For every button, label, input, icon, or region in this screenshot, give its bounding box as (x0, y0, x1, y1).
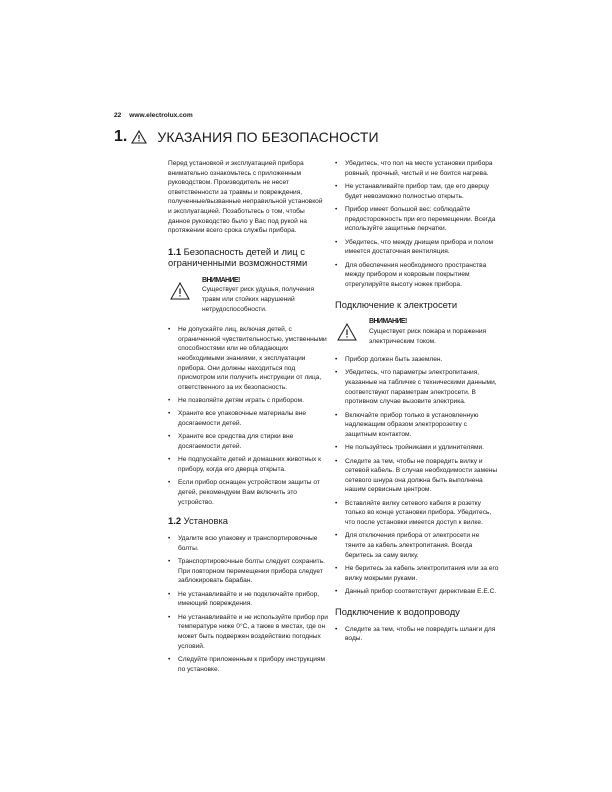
list-item: • Прибор имеет большой вес: соблюдайте предосторожность при его перемещении. Всегда используйте защитные перчатки. (335, 205, 500, 234)
warning-heading: ВНИМАНИЕ! (202, 276, 240, 284)
list-item: • Храните все средства для стирки вне досягаемости детей. (168, 432, 328, 451)
warning-box (168, 276, 328, 314)
list-item: • Не устанавливайте и не используйте прибор при температуре ниже 0°C, а также в местах, где он может быть подвержен воздействию погодных условий. (168, 613, 328, 651)
title-text: УКАЗАНИЯ ПО БЕЗОПАСНОСТИ (157, 129, 379, 145)
list-item: • Транспортировочные болты следует сохранить. При повторном перемещении прибора следует заблокировать барабан. (168, 557, 328, 586)
list-item: • Не беритесь за кабель электропитания или за его вилку мокрыми руками. (335, 564, 500, 583)
list-item: • Если прибор оснащен устройством защиты от детей, рекомендуем Вам включить это устройство. (168, 478, 328, 507)
page-number: 22 (114, 112, 122, 119)
list-item: • Для обеспечения необходимого пространства между прибором и ковровым покрытием отрегулируйте высоту ножек прибора. (335, 261, 500, 290)
section-title: Установка (183, 515, 228, 527)
list-item: • Не подпускайте детей и домашних животных к прибору, когда его дверца открыта. (168, 455, 328, 474)
list-item: • Вставляйте вилку сетевого кабеля в розетку только во конце установки прибора. Убедитесь, что после установки имеется доступ к вилке. (335, 499, 500, 528)
list-item: • Данный прибор соответствует директивам Е.Е.С. (335, 587, 500, 597)
section-heading-child-safety (168, 246, 328, 268)
warning-heading: ВНИМАНИЕ! (369, 318, 407, 326)
list-item: • Удалите всю упаковку и транспортировочные болты. (168, 534, 328, 553)
left-column (168, 159, 328, 678)
page-header (114, 112, 193, 119)
list-item: • Не позволяйте детям играть с прибором. (168, 396, 328, 406)
warning-triangle-icon (170, 282, 190, 300)
list-item: • Храните все упаковочные материалы вне досягаемости детей. (168, 409, 328, 428)
list-item: • Для отключения прибора от электросети не тяните за кабель электропитания. Всегда беритесь за саму вилку. (335, 531, 500, 560)
list-item: • Не допускайте лиц, включая детей, с ограниченной чувствительностью, умственными способностями или не обладающих необходимыми знаниями, к эксплуатации прибора. Они должны находиться под присмотром или получить инструкции от лица, ответственного за их безопасность. (168, 325, 328, 392)
list-item: • Следите за тем, чтобы не повредить вилку и сетевой кабель. В случае необходимости замены сетевого шнура она должна быть выполнена нашим сервисным центром. (335, 457, 500, 495)
list-item: • Не устанавливайте прибор там, где его дверцу будет невозможно полностью открыть. (335, 182, 500, 201)
bullet-list-water (335, 625, 500, 644)
list-item: • Следуйте приложенным к прибору инструкциям по установке. (168, 655, 328, 674)
section-number: 1.2 (168, 515, 182, 527)
bullet-list-child-safety (168, 325, 328, 507)
list-item: • Следите за тем, чтобы не повредить шланги для воды. (335, 625, 500, 644)
bullet-list-installation (168, 534, 328, 674)
list-item: • Прибор должен быть заземлен. (335, 355, 500, 365)
list-item: • Убедитесь, что между днищем прибора и полом имеется достаточная вентиляция. (335, 238, 500, 257)
list-item: • Не пользуйтесь тройниками и удлинителями. (335, 443, 500, 453)
section-heading-installation (168, 515, 328, 526)
bullet-list-electrical (335, 355, 500, 596)
list-item: • Не устанавливайте и не подключайте прибор, имеющий повреждения. (168, 590, 328, 609)
warning-text: Существует риск удушья, получения травм или стойких нарушений нетрудоспособности. (202, 286, 315, 313)
section-heading-water: Подключение к водопроводу (335, 605, 460, 617)
list-item: • Убедитесь, что пол на месте установки прибора ровный, прочный, чистый и не боится нагрева. (335, 159, 500, 178)
list-item: • Включайте прибор только в установленную надлежащим образом электророзетку с защитным контактом. (335, 411, 500, 440)
right-column (335, 159, 500, 648)
page-title (114, 127, 379, 147)
warning-triangle-icon (131, 130, 147, 144)
intro-paragraph: Перед установкой и эксплуатацией прибора внимательно ознакомьтесь с приложенным руководством. Производитель не несет ответственности за травмы и повреждения, полученные/вызванные неправильной установкой и эксплуатацией. Позаботьтесь о том, чтобы данное руководство было у Вас под рукой на протяжении всего срока службы прибора. (168, 160, 323, 235)
section-title: Безопасность детей и лиц с ограниченными возможностями (168, 245, 308, 268)
bullet-list-installation-continued (335, 159, 500, 289)
warning-text: Существует риск пожара и поражения электрическим током. (369, 327, 487, 345)
site-url: www.electrolux.com (129, 112, 193, 119)
list-item: • Убедитесь, что параметры электропитания, указанные на табличке с техническими данными, соответствуют параметрам электросети. В противном случае вызовите электрика. (335, 368, 500, 406)
warning-triangle-icon (337, 323, 357, 341)
warning-box (335, 317, 500, 346)
section-number: 1.1 (168, 245, 182, 257)
section-heading-electrical: Подключение к электросети (335, 299, 458, 311)
title-number: 1. (114, 128, 128, 145)
